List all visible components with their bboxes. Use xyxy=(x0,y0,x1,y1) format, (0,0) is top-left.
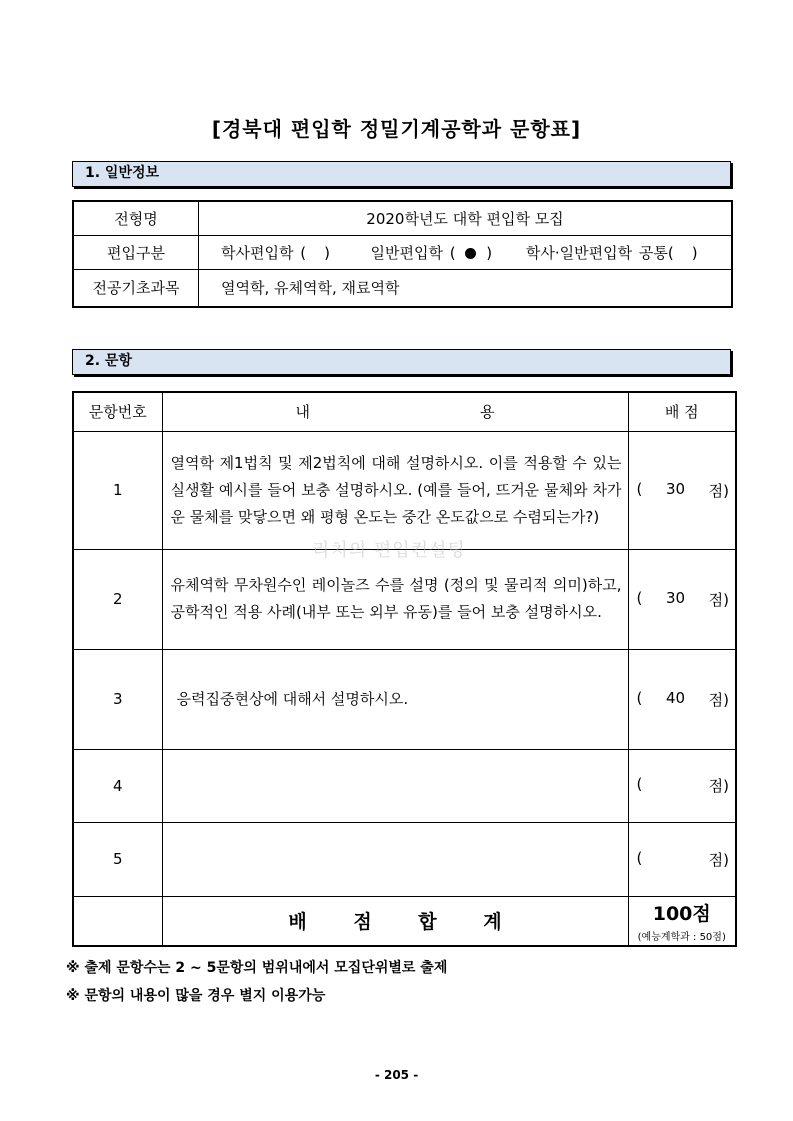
score-open: ( xyxy=(636,775,643,793)
subjects-label: 전공기초과목 xyxy=(73,269,199,307)
note-question-count: ※ 출제 문항수는 2 ~ 5문항의 범위내에서 모집단위별로 출제 xyxy=(66,960,448,976)
transfer-type-options xyxy=(199,235,733,269)
score-unit: 점) xyxy=(708,481,729,500)
score-open: ( xyxy=(636,848,643,867)
document-title: [경북대 편입학 정밀기계공학과 문항표] xyxy=(211,117,582,141)
question-row xyxy=(73,822,736,896)
question-score xyxy=(628,749,736,822)
header-content-left: 내 xyxy=(295,403,310,422)
question-row xyxy=(73,749,736,822)
exam-name-value: 2020학년도 대학 편입학 모집 xyxy=(199,201,733,235)
score-unit: 점) xyxy=(708,850,729,869)
question-text xyxy=(162,749,628,822)
score-value xyxy=(655,775,697,796)
header-content xyxy=(162,392,628,431)
section-questions-heading: 2. 문항 xyxy=(72,349,731,375)
total-label xyxy=(162,896,628,946)
watermark: 리치의 편입컨설팅 xyxy=(312,540,466,561)
total-score: 100점 xyxy=(652,902,711,925)
score-value: 40 xyxy=(665,688,686,707)
questions-table xyxy=(72,391,737,947)
option-common-transfer: 학사·일반편입학 공통( xyxy=(525,243,674,262)
total-note: (예능계학과 : 50점) xyxy=(637,931,726,943)
total-label-text: 배 점 합 계 xyxy=(288,911,522,934)
score-unit: 점) xyxy=(708,590,729,609)
section-general-info-heading: 1. 일반정보 xyxy=(72,161,731,187)
question-text xyxy=(162,822,628,896)
question-row xyxy=(73,549,736,649)
question-row xyxy=(73,431,736,549)
option-general-close: ) xyxy=(486,243,493,262)
header-number: 문항번호 xyxy=(73,392,162,431)
question-row xyxy=(73,649,736,749)
exam-name-label: 전형명 xyxy=(73,201,199,235)
question-score xyxy=(628,649,736,749)
question-number: 3 xyxy=(73,649,162,749)
question-text: 유체역학 무차원수인 레이놀즈 수를 설명 (정의 및 물리적 의미)하고, 공학적인 적용 사례(내부 또는 외부 유동)를 들어 보충 설명하시오. xyxy=(162,549,628,649)
score-value: 30 xyxy=(665,588,686,607)
question-score xyxy=(628,431,736,549)
score-value: 30 xyxy=(665,479,686,498)
questions-header-row xyxy=(73,392,736,431)
total-empty-cell xyxy=(73,896,162,946)
option-bachelor-close: ) xyxy=(324,243,330,262)
question-number: 4 xyxy=(73,749,162,822)
score-value xyxy=(655,849,697,870)
question-score xyxy=(628,549,736,649)
question-text: 열역학 제1법칙 및 제2법칙에 대해 설명하시오. 이를 적용할 수 있는 실생활 예시를 들어 보충 설명하시오. (예를 들어, 뜨거운 물체와 차가운 물체를 맞닿으면 왜 평형 온도는 중간 온도값으로 수렴되는가?) xyxy=(162,431,628,549)
option-common-close: ) xyxy=(691,243,698,262)
score-open: ( xyxy=(636,588,643,607)
score-unit: 점) xyxy=(708,690,729,709)
header-content-right: 용 xyxy=(480,403,495,422)
question-text: 응력집중현상에 대해서 설명하시오. xyxy=(162,649,628,749)
total-score-cell xyxy=(628,896,736,946)
option-general-transfer: 일반편입학 ( xyxy=(370,243,456,262)
score-open: ( xyxy=(636,479,643,498)
total-row xyxy=(73,896,736,946)
note-extra-sheet: ※ 문항의 내용이 많을 경우 별지 이용가능 xyxy=(66,988,326,1004)
score-unit: 점) xyxy=(708,777,729,795)
question-score xyxy=(628,822,736,896)
question-number: 1 xyxy=(73,431,162,549)
transfer-type-label: 편입구분 xyxy=(73,235,199,269)
header-score: 배 점 xyxy=(628,392,736,431)
selected-mark-icon xyxy=(465,248,476,259)
general-info-table xyxy=(72,200,733,308)
page-number: - 205 - xyxy=(374,1068,419,1082)
subjects-value: 열역학, 유체역학, 재료역학 xyxy=(199,269,733,307)
score-open: ( xyxy=(636,688,643,707)
option-bachelor-transfer: 학사편입학 ( xyxy=(221,243,307,262)
question-number: 5 xyxy=(73,822,162,896)
question-number: 2 xyxy=(73,549,162,649)
